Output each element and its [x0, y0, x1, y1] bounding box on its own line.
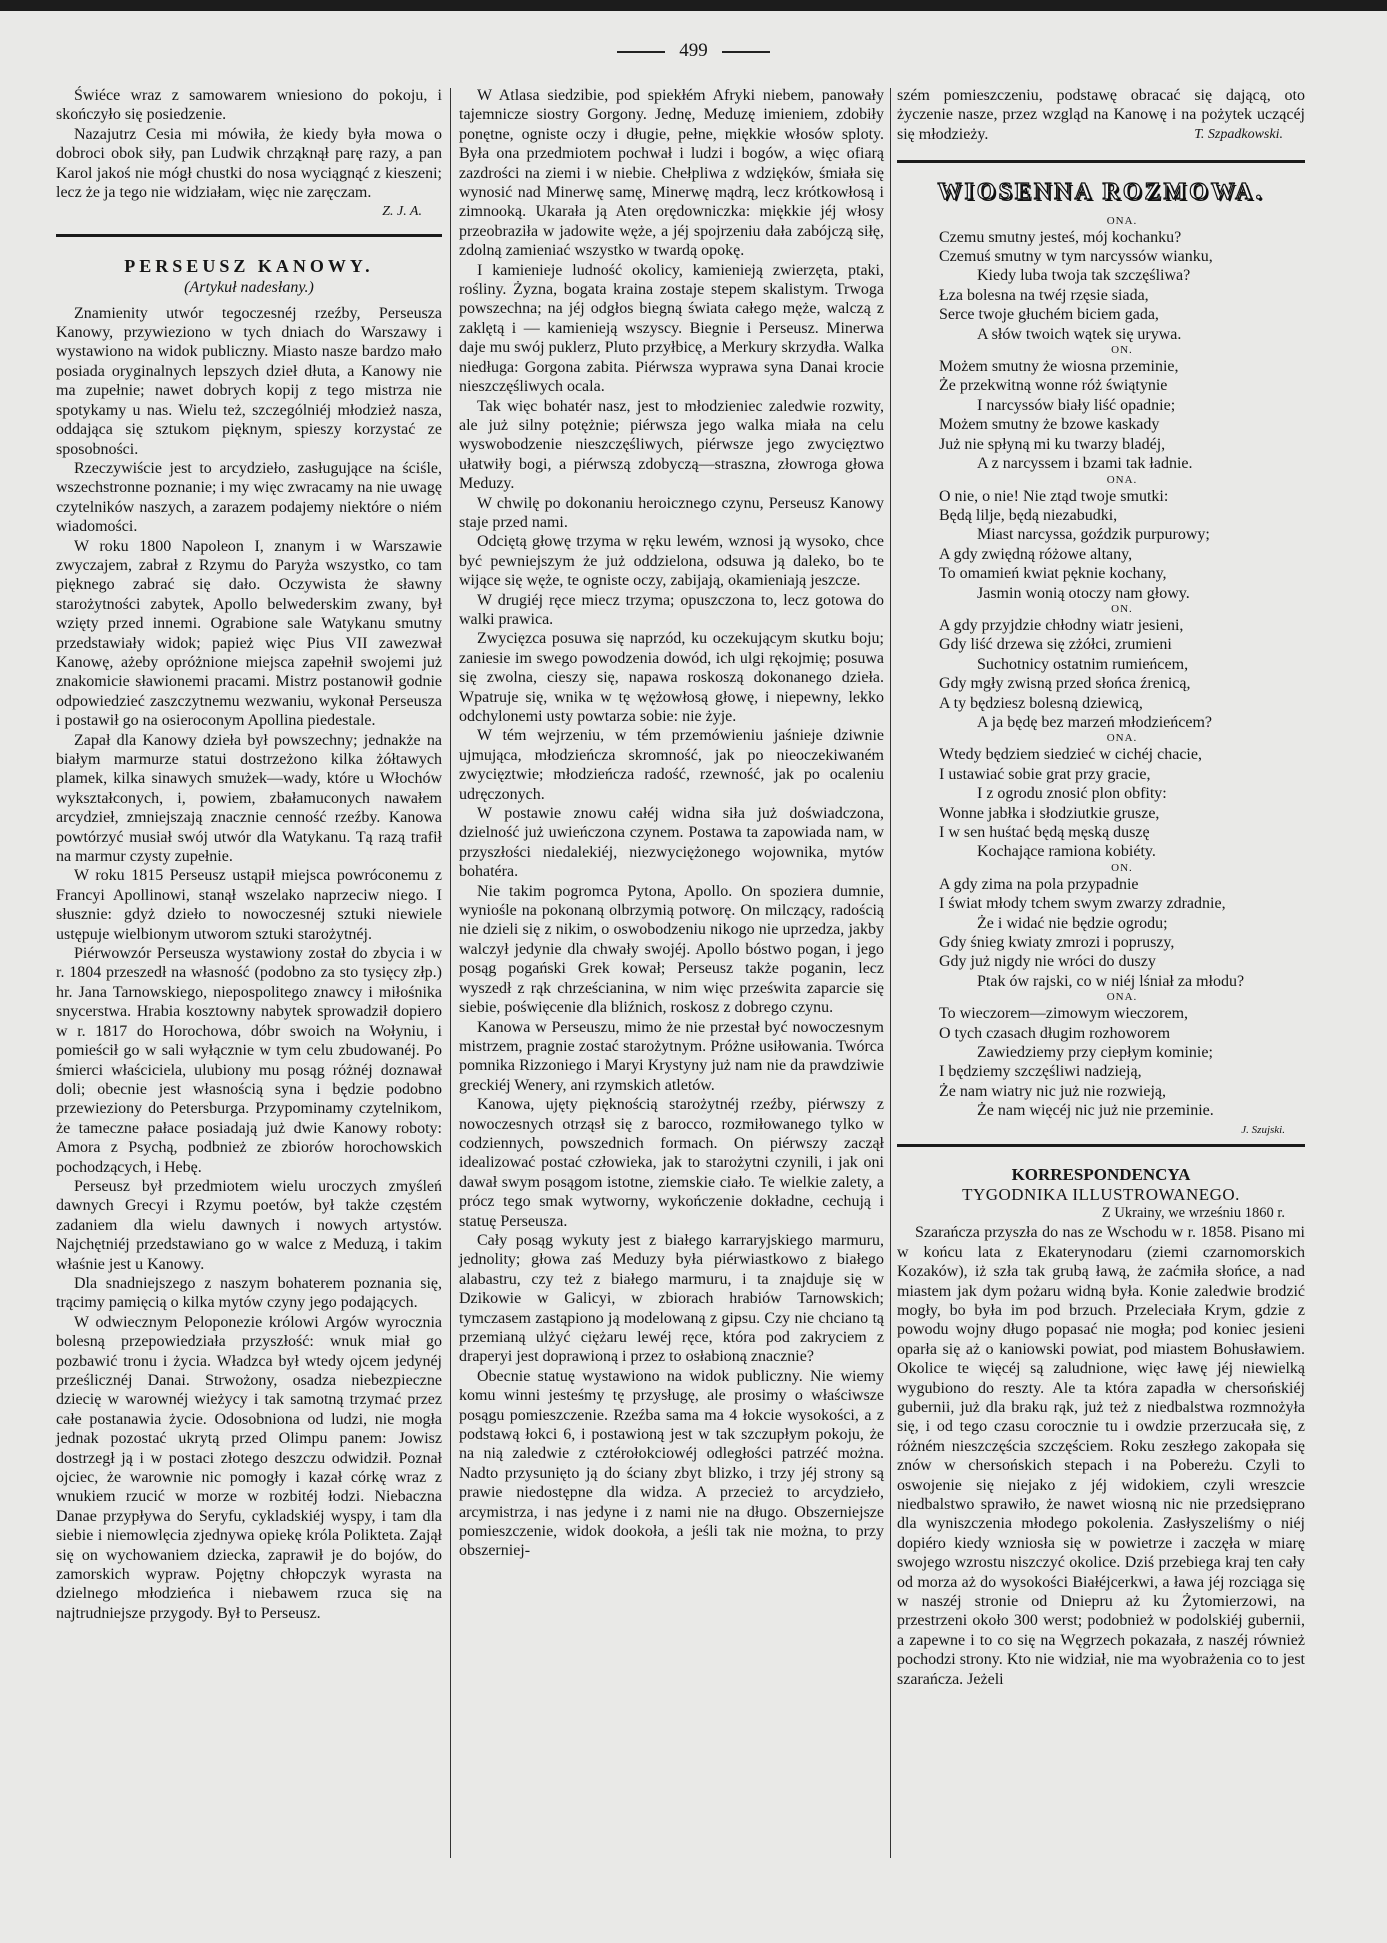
- poem-line: I ustawiać sobie grat przy gracie,: [939, 765, 1151, 783]
- column-2: [459, 86, 884, 1561]
- paragraph: Zapał dla Kanowy dzieła był powszechny; jednakże na białym marmurze statui dostrzeżono kilka żółtawych plamek, kilka sinawych smużek—wady, które u Włochów wykształconych, i, powiem, zbałamuconych nawałem arcydzieł, zmniejszają znacznie cenność rzeźby. Kanowa powtórzyć musiał swój utwór dla Watykanu. Tą razą trafił na marmur czysty zupełnie.: [56, 731, 442, 866]
- poem-speaker: ONA.: [1106, 991, 1138, 1004]
- poem-line: Suchotnicy ostatnim rumieńcem,: [977, 655, 1189, 673]
- poem: [897, 215, 1305, 1121]
- article-end-text: szém pomieszczeniu, podstawę obracać się dającą, oto życzenie nasze, przez wzgląd na Kanowę i na pożytek uczącéj się młodzieży.: [897, 87, 1305, 143]
- paragraph: Znamienity utwór tegoczesnéj rzeźby, Perseusza Kanowy, przywieziono w tych dniach do Warszawy i wystawiono na widok publiczny. Miasto nasze bardzo mało posiada oryginalnych lepszych dzieł dłuta, a Kanowy nie ma zupełnie; nawet dobrych kopij z tego mistrza nie spotykamy u nas. Wielu też, szczególniéj młodzież nasza, oddająca się sztukom pięknym, spieszy korzystać ze sposobności.: [56, 304, 442, 458]
- poem-line: Będą lilje, będą niezabudki,: [939, 506, 1118, 524]
- poem-signature: J. Szujski.: [1241, 1123, 1285, 1136]
- poem-line: Miast narcyssa, goździk purpurowy;: [977, 526, 1210, 544]
- story-ending: [56, 86, 442, 202]
- paragraph: W roku 1800 Napoleon I, znanym i w Warszawie zwyczajem, zabrał z Rzymu do Paryża wszystko, co tam pięknego zabrać się dało. Oczywista że sławny starożytności zabytek, Apollo belwederskim zwany, był wzięty przed innemi. Ograbione sale Watykanu smutny przedstawiały widok; papież więc Pius VII zawezwał Kanowę, ażeby opróżnione miejsca zapełnił swojemi już znakomicie sławionemi pracami. Mistrz postanowił godnie odpowiedzieć zaszczytnemu wezwaniu, wykonał Perseusza i postawił go na osieroconym Apollina piedestale.: [56, 537, 442, 730]
- poem-line: I w sen huśtać będą męską duszę: [939, 824, 1150, 841]
- poem-line: O tych czasach długim rozhoworem: [939, 1024, 1171, 1042]
- column-1: [56, 86, 442, 1623]
- paragraph: Kanowa w Perseuszu, mimo że nie przestał być nowoczesnym mistrzem, pragnie zostać starożytnym. Próżne usiłowania. Twórca pomnika Rizzoniego i Maryi Krystyny już nam nie da prawdziwie greckiéj Wenery, ani rzymskich atletów.: [459, 1018, 884, 1094]
- page-number: [0, 40, 1387, 62]
- poem-speaker: ON.: [1111, 861, 1133, 874]
- poem-title: WIOSENNA ROZMOWA.: [937, 179, 1265, 206]
- poem-line: Że nam wiatry nic już nie rozwieją,: [939, 1082, 1167, 1100]
- poem-line: Łza bolesna na twéj rzęsie siada,: [939, 286, 1149, 304]
- poem-line: Że nam więcéj nic już nie przeminie.: [977, 1102, 1214, 1120]
- poem-line: I z ogrodu znosić plon obfity:: [977, 785, 1167, 803]
- paragraph: Nie takim pogromca Pytona, Apollo. On spoziera dumnie, wyniośle na pokonaną olbrzymią potworę. On milczący, radością nie dzieli się z nikim, o oswobodzeniu nikogo nie uprzedza, jakby walczył jedynie dla chwały swojéj. Apollo bóstwo pogan, i jego posąg pogański Grek kował; Perseusz także poganin, lecz wyszedł z rąk chrześcianina, w nim więc prześwita zaparcie się siebie, poświęcenie dla bliźnich, roskosz z dobrego czynu.: [459, 882, 884, 1017]
- article-title: PERSEUSZ KANOWY.: [124, 255, 374, 276]
- paragraph: Kanowa, ujęty pięknością starożytnéj rzeźby, piérwszy z nowoczesnych otrząsł się z barocco, rozmiłowanego tylko w codziennych, powszednich formach. On piérwszy zaczął idealizować postać człowieka, jak to starożytni czynili, i jak oni dawał swym posągom istotne, ziemskie ciało. Te wielkie zalety, a prócz tego smak wytworny, wykończenie dokładne, cechują i statuę Perseusza.: [459, 1096, 884, 1230]
- article-signature: T. Szpadkowski.: [1194, 126, 1283, 142]
- poem-line: Jasmin wonią otoczy nam głowy.: [977, 584, 1190, 602]
- paragraph: Dla snadniejszego z naszym bohaterem poznania się, trącimy pamięcią o kilka mytów czyny jego podających.: [56, 1274, 442, 1312]
- poem-line: O nie, o nie! Nie ztąd twoje smutki:: [939, 487, 1169, 505]
- poem-line: To wieczorem—zimowym wieczorem,: [939, 1005, 1189, 1023]
- paragraph: Perseusz był przedmiotem wielu uroczych zmyśleń dawnych Grecyi i Rzymu poetów, był także częstém zadaniem dla wielu dawnych i nowych artystów. Najchętniéj przedstawiano go w walce z Meduzą, i takim właśnie jest u Kanowy.: [56, 1177, 442, 1273]
- paragraph: W postawie znowu całéj widna siła już doświadczona, dzielność już uwieńczona czynem. Postawa ta zapowiada nam, w przyszłości niedalekiéj, niezwyciężonego wojownika, mytów bohatéra.: [459, 805, 884, 881]
- article-subtitle: (Artykuł nadesłany.): [184, 279, 314, 297]
- paragraph: Odciętą głowę trzyma w ręku lewém, wznosi ją wysoko, chce być pewniejszym że już oddzielona, odsuwa ją daleko, bo te wijące się węże, te ogniste oczy, zabijają, okamieniają jeszcze.: [459, 533, 884, 590]
- paragraph: W chwilę po dokonaniu heroicznego czynu, Perseusz Kanowy staje przed nami.: [459, 494, 884, 531]
- poem-line: Że przekwitną wonne róż świątynie: [939, 377, 1168, 395]
- paragraph: Nazajutrz Cesia mi mówiła, że kiedy była mowa o dobroci obok siły, pan Ludwik chrząknął parę razy, a pan Karol jakoś nie mógł chustki do nosa wyciągnąć z kieszeni; lecz że ja tego nie widziałam, więc nie zaręczam.: [56, 125, 442, 202]
- poem-speaker: ON.: [1111, 344, 1133, 357]
- correspondence-body: [897, 1223, 1305, 1689]
- correspondence-subtitle: TYGODNIKA ILLUSTROWANEGO.: [962, 1184, 1240, 1204]
- paragraph: W Atlasa siedzibie, pod spiekłém Afryki niebem, panowały tajemnicze siostry Gorgony. Jednę, Meduzę imieniem, zdobiły ponętne, ogniste oczy i długie, pełne, miękkie włosów sploty. Była ona przedmiotem pochwał i ludzi i bogów, a więc ofiarą zazdrości na ziemi i w niebie. Chełpliwa z wdzięków, śmiała się wynosić nad Minerwę samę, Minerwę mądrą, lecz krótkowłosą i zimnooką. Ukarała ją Aten orędowniczka: miękkie jéj włosy przeobraziła w jadowite węże, a jéj spojrzeniu dała zabójczą siłę, zdolną zamieniać wszystko w twardą opokę.: [459, 87, 884, 260]
- column-divider: [890, 88, 891, 1858]
- correspondence-title: KORRESPONDENCYA: [1011, 1165, 1191, 1185]
- correspondence-dateline: Z Ukrainy, we wrześniu 1860 r.: [1101, 1204, 1285, 1221]
- poem-speaker: ONA.: [1106, 214, 1138, 227]
- paragraph: Piérwowzór Perseusza wystawiony został do zbycia i w r. 1804 przeszedł na własność (podobno za sto tysięcy złp.) hr. Jana Tarnowskiego, niepospolitego znawcy i miłośnika snycerstwa. Hrabia kosztowny nabytek sprowadził dopiero w r. 1817 do Horochowa, dóbr swoich na Wołyniu, i pomieścił go w sali wyłącznie w tym celu zbudowanéj. Po śmierci właściciela, ulubiony mu posąg różnéj doznawał doli; obecnie jest własnością syna i będzie podobno przewieziony do Petersburga. Przypominamy czytelnikom, że tameczne pałace posiadają już dwie Kanowy roboty: Amora z Psychą, podbnież ze zbiorów horochowskich pochodzących, i Hebę.: [56, 945, 442, 1176]
- article-body: [56, 304, 442, 1624]
- poem-line: Kochające ramiona kobiéty.: [977, 843, 1156, 861]
- poem-line: Czemu smutny jesteś, mój kochanku?: [939, 228, 1182, 246]
- paragraph: W odwiecznym Peloponezie królowi Argów wyrocznia bolesną przepowiedziała przyszłość: wnuk miał go pozbawić tronu i życia. Władzca był wtedy ojcem jedynéj prześlicznéj Danai. Strwożony, osadza niebezpieczne dziecię w warownéj wieżycy i tak samotną trzymać przez całe postanawia życie. Odosobniona od ludzi, nie mogła jednak pozostać ukrytą przed Olimpu panem: Jowisz dostrzegł ją i w postaci złotego deszczu odwidził. Poznał ojciec, że warownie nic pomogły i kazał córkę wraz z wnukiem rzucić w morze w rozbitéj łodzi. Niebaczna Danae przypływa do Seryfu, cykladskiéj wyspy, i tam dla siebie i niemowlęcia zjednywa opiekę króla Polikteta. Zajął się on wychowaniem dziecka, zaprawił je do bojów, do zamorskich wypraw. Pojętny chłopczyk wyrasta na dzielnego młodzieńca i niebawem rzuca się na najtrudniejsze przygody. Był to Perseusz.: [56, 1313, 442, 1622]
- poem-line: A gdy zwiędną różowe altany,: [939, 545, 1133, 563]
- poem-line: Wonne jabłka i słodziutkie grusze,: [939, 804, 1160, 822]
- poem-line: A z narcyssem i bzami tak ładnie.: [977, 455, 1193, 473]
- poem-line: A słów twoich wątek się urywa.: [977, 325, 1182, 343]
- paragraph: W tém wejrzeniu, w tém przemówieniu jaśnieje dziwnie ujmująca, młodzieńcza skromność, jak po nieoczekiwaném zwycięztwie; młodzieńcza radość, rzewność, jak po ocaleniu udręczonych.: [459, 727, 884, 803]
- column-divider: [450, 88, 451, 1858]
- poem-line: Czemuś smutny w tym narcyssów wianku,: [939, 248, 1213, 266]
- poem-line: A gdy zima na pola przypadnie: [939, 875, 1139, 893]
- paragraph: Szarańcza przyszła do nas ze Wschodu w r. 1858. Pisano mi w końcu lata z Ekaterynodaru (ziemi czarnomorskich Kozaków), iż szła tak grubą ławą, że zaćmiła słońce, a nad miastem jak dym pożaru widną była. Konie zaledwie brodzić mogły, bo była im pod brzuch. Przeleciała Krym, gdzie z powodu wojny długo popasać nie mogła; pod koniec jesieni oparła się aż o kaniowski powiat, pod miastem Bohusławiem. Okolice te więcéj są zaludnione, więc ławę jéj niewielką wygubiono do reszty. Ale ta która zapadła w chersońskiéj gubernii, już dla braku rąk, już też z niedbalstwa rozmnożyła się, i od tego czasu corocznie tu i owdzie przerzucała się, z różném nieszczęścia szczęściem. Roku zeszłego zakopała się znów w chersońskich stepach i na Pobereżu. Czyli to oswojenie się niejako z jéj widokiem, czyli wreszcie niedbalstwo sprawiło, że nawet wiosną nic nie przedsięprano dla wyniszczenia młodego pokolenia. Zasłyszeliśmy o niéj dopiéro kiedy wzniosła się w powietrze i zaczęła w miarę swojego wzrostu niszczyć okolice. Dziś przebiega kraj ten cały od morza aż do wysokości Białéjcerkwi, a ława jéj rozciąga się w naszéj stronie od Dniepru aż ku Żytomierzowi, na przestrzeni około 300 werst; podobnież w podolskiéj gubernii, a zapewne i to co się na Węgrzech pokazała, z naszéj również pochodzi strony. Kto nie widział, nie ma wyobrażenia co to jest szarańcza. Jeżeli: [897, 1224, 1305, 1688]
- paragraph: W drugiéj ręce miecz trzyma; opuszczona to, lecz gotowa do walki prawica.: [459, 591, 884, 628]
- poem-line: Już nie spłyną mi ku twarzy bladéj,: [939, 435, 1166, 453]
- poem-line: Gdy już nigdy nie wróci do duszy: [939, 953, 1156, 971]
- paragraph: Świéce wraz z samowarem wniesiono do pokoju, i skończyło się posiedzenie.: [56, 87, 442, 124]
- poem-line: A ja będę bez marzeń młodzieńcem?: [977, 713, 1212, 731]
- paragraph: Tak więc bohatér nasz, jest to młodzieniec zaledwie rozwity, ale już silny potężnie; piérwsza jego walka miała na celu wyswobodzenie nieszczęśliwych, piérwsze jego zwycięztwo ułatwiły bogi, a piérwszą zdobyczą—straszna, złowroga głowa Meduzy.: [459, 397, 884, 493]
- poem-line: I świat młody tchem swym zwarzy zdradnie,: [939, 895, 1226, 913]
- poem-line: To omamień kwiat pęknie kochany,: [939, 565, 1167, 583]
- column-3: [897, 86, 1305, 1689]
- poem-line: A ty będziesz bolesną dziewicą,: [939, 694, 1143, 712]
- poem-line: I narcyssów biały liść opadnie;: [977, 396, 1176, 414]
- poem-line: Możem smutny że bzowe kaskady: [939, 416, 1160, 434]
- poem-speaker: ONA.: [1106, 732, 1138, 745]
- page-number-text: 499: [679, 40, 708, 61]
- poem-speaker: ONA.: [1106, 473, 1138, 486]
- poem-line: I będziemy szczęśliwi nadzieją,: [939, 1063, 1142, 1081]
- poem-line: A gdy przyjdzie chłodny wiatr jesieni,: [939, 616, 1184, 634]
- poem-line: Że i widać nie będzie ogrodu;: [977, 914, 1168, 932]
- poem-line: Wtedy będziem siedzieć w cichéj chacie,: [939, 746, 1202, 764]
- poem-line: Ptak ów rajski, co w niéj lśniał za młodu?: [977, 972, 1245, 990]
- section-rule: [897, 160, 1305, 163]
- paragraph: I kamienieje ludność okolicy, kamienieją zwierzęta, ptaki, rośliny. Żyzna, bogata kraina zostaje stepem skalistym. Trwoga powszechna; na jéj odgłos biegną świata całego męże, walczą z zaklętą i — kamienieją wszyscy. Biegnie i Perseusz. Minerwa daje mu swój puklerz, Pluto przyłbicę, a Merkury skrzydła. Walka niedługa: Gorgona zabita. Piérwsza wyprawa syna Danai krocie nieszczęśliwych ocala.: [459, 261, 884, 396]
- paragraph: Obecnie statuę wystawiono na widok publiczny. Nie wiemy komu winni jesteśmy tę przysługę, ale prosimy o właściwsze posągu pomieszczenie. Rzeźba sama ma 4 łokcie wysokości, a z podstawą łokci 6, i postawioną jest w tak szczupłym pokoju, że na nią zaledwie z cztérołokciowéj odległości patrzéć można. Nadto przysunięto ją do ściany zbyt blizko, i trzy jéj strony są prawie niedostępne dla widza. A przecież to arcydzieło, arcymistrza, i nas jedyne i z nami nie na długo. Obszerniejsze pomieszczenie, widok dookoła, a jeśli tak nie można, to przy obszerniej-: [459, 1367, 884, 1560]
- paragraph: Zwycięzca posuwa się naprzód, ku oczekującym skutku boju; zaniesie im swego powodzenia dowód, ich ulgi rękojmię; posuwa się zwolna, cieszy się, napawa roskoszą dokonanego dzieła. Wpatruje się, wnika w tę wężowłosą głowę, i niepewny, lekko odchylonemi usty powtarza sobie: nie żyje.: [459, 630, 884, 725]
- section-rule: [897, 1144, 1305, 1147]
- story-signature: Z. J. A.: [382, 204, 422, 220]
- poem-line: Gdy liść drzewa się zżółci, zrumieni: [939, 636, 1172, 654]
- poem-line: Kiedy luba twoja tak szczęśliwa?: [977, 267, 1191, 285]
- poem-line: Gdy śnieg kwiaty zmrozi i popruszy,: [939, 934, 1175, 952]
- paragraph: Cały posąg wykuty jest z białego karraryjskiego marmuru, jednolity; głowa zaś Meduzy była piérwiastkowo z białego alabastru, czy też z białego marmuru, i ta znajduje się w Dzikowie w Galicyi, w zbiorach hrabiów Tarnowskich; tymczasem zastąpiono ją modelowaną z gipsu. Czy nie chciano tą przemianą ulżyć ciężaru lewéj ręce, która pod zakryciem z draperyi jest doprawioną i przez to osłabioną znacznie?: [459, 1231, 884, 1366]
- poem-speaker: ON.: [1111, 602, 1133, 615]
- article-end: [897, 86, 1305, 144]
- poem-line: Możem smutny że wiosna przeminie,: [939, 358, 1179, 376]
- poem-line: Gdy mgły zwisną przed słońca źrenicą,: [939, 675, 1191, 693]
- paragraph: W roku 1815 Perseusz ustąpił miejsca powróconemu z Francyi Apollinowi, stanął wszelako naprzeciw niego. I słusznie: gdyż dzieło to nowoczesnéj sztuki niewiele ustępuje wielbionym utworom sztuki starożytnéj.: [56, 867, 442, 943]
- scan-edge: [0, 0, 1387, 11]
- poem-line: Serce twoje głuchém biciem gada,: [939, 306, 1159, 324]
- article-body-continued: [459, 86, 884, 1561]
- poem-line: Zawiedziemy przy ciepłym kominie;: [977, 1044, 1213, 1062]
- paragraph: Rzeczywiście jest to arcydzieło, zasługujące na ściśle, wszechstronne poznanie; i my więc zwracamy na nie uwagę czytelników naszych, a zarazem podajemy niektóre o niém wiadomości.: [56, 459, 442, 536]
- section-rule: [56, 234, 442, 237]
